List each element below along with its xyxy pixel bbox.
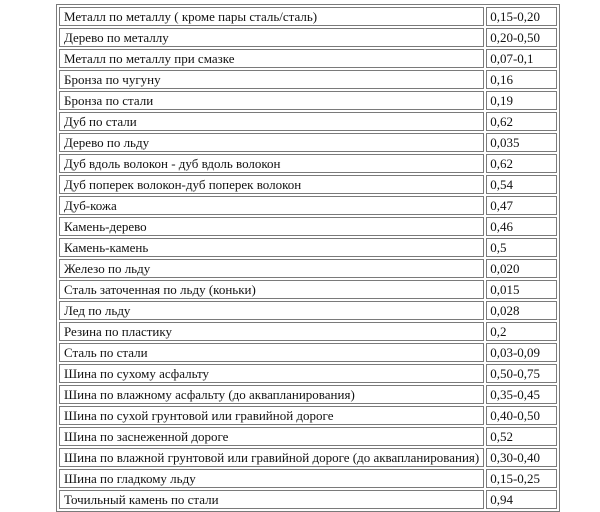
friction-table-container [56,4,560,512]
friction-coefficient-cell: 0,5 [486,238,557,257]
material-pair-cell: Металл по металлу при смазке [59,49,484,68]
material-pair-cell: Лед по льду [59,301,484,320]
friction-coefficient-cell: 0,62 [486,112,557,131]
material-pair-cell: Дерево по металлу [59,28,484,47]
table-row [59,469,557,488]
friction-coefficient-cell: 0,30-0,40 [486,448,557,467]
friction-coefficient-table [56,4,560,512]
friction-coefficient-cell: 0,35-0,45 [486,385,557,404]
table-row [59,322,557,341]
friction-coefficient-cell: 0,20-0,50 [486,28,557,47]
material-pair-cell: Шина по гладкому льду [59,469,484,488]
table-row [59,196,557,215]
material-pair-cell: Шина по сухой грунтовой или гравийной дороге [59,406,484,425]
table-row [59,301,557,320]
table-row [59,91,557,110]
friction-coefficient-cell: 0,52 [486,427,557,446]
table-row [59,490,557,509]
table-row [59,28,557,47]
friction-coefficient-cell: 0,19 [486,91,557,110]
friction-coefficient-cell: 0,40-0,50 [486,406,557,425]
material-pair-cell: Сталь заточенная по льду (коньки) [59,280,484,299]
material-pair-cell: Точильный камень по стали [59,490,484,509]
table-row [59,70,557,89]
material-pair-cell: Шина по сухому асфальту [59,364,484,383]
table-row [59,343,557,362]
material-pair-cell: Камень-дерево [59,217,484,236]
material-pair-cell: Дуб по стали [59,112,484,131]
material-pair-cell: Железо по льду [59,259,484,278]
friction-coefficient-cell: 0,50-0,75 [486,364,557,383]
table-row [59,49,557,68]
friction-coefficient-cell: 0,46 [486,217,557,236]
table-body [59,7,557,509]
material-pair-cell: Дуб вдоль волокон - дуб вдоль волокон [59,154,484,173]
table-row [59,280,557,299]
friction-coefficient-cell: 0,035 [486,133,557,152]
table-row [59,406,557,425]
friction-coefficient-cell: 0,16 [486,70,557,89]
material-pair-cell: Бронза по чугуну [59,70,484,89]
material-pair-cell: Металл по металлу ( кроме пары сталь/сталь) [59,7,484,26]
material-pair-cell: Резина по пластику [59,322,484,341]
friction-coefficient-cell: 0,94 [486,490,557,509]
friction-coefficient-cell: 0,62 [486,154,557,173]
friction-coefficient-cell: 0,015 [486,280,557,299]
material-pair-cell: Шина по заснеженной дороге [59,427,484,446]
table-row [59,175,557,194]
friction-coefficient-cell: 0,03-0,09 [486,343,557,362]
friction-coefficient-cell: 0,54 [486,175,557,194]
friction-coefficient-cell: 0,028 [486,301,557,320]
table-row [59,112,557,131]
friction-coefficient-cell: 0,15-0,20 [486,7,557,26]
material-pair-cell: Бронза по стали [59,91,484,110]
table-row [59,385,557,404]
material-pair-cell: Сталь по стали [59,343,484,362]
material-pair-cell: Шина по влажному асфальту (до аквапланирования) [59,385,484,404]
table-row [59,217,557,236]
friction-coefficient-cell: 0,2 [486,322,557,341]
table-row [59,133,557,152]
table-row [59,154,557,173]
material-pair-cell: Дерево по льду [59,133,484,152]
material-pair-cell: Дуб поперек волокон-дуб поперек волокон [59,175,484,194]
friction-coefficient-cell: 0,15-0,25 [486,469,557,488]
friction-coefficient-cell: 0,07-0,1 [486,49,557,68]
material-pair-cell: Дуб-кожа [59,196,484,215]
table-row [59,7,557,26]
material-pair-cell: Шина по влажной грунтовой или гравийной дороге (до аквапланирования) [59,448,484,467]
material-pair-cell: Камень-камень [59,238,484,257]
table-row [59,238,557,257]
friction-coefficient-cell: 0,020 [486,259,557,278]
table-row [59,364,557,383]
friction-coefficient-cell: 0,47 [486,196,557,215]
table-row [59,259,557,278]
table-row [59,448,557,467]
table-row [59,427,557,446]
